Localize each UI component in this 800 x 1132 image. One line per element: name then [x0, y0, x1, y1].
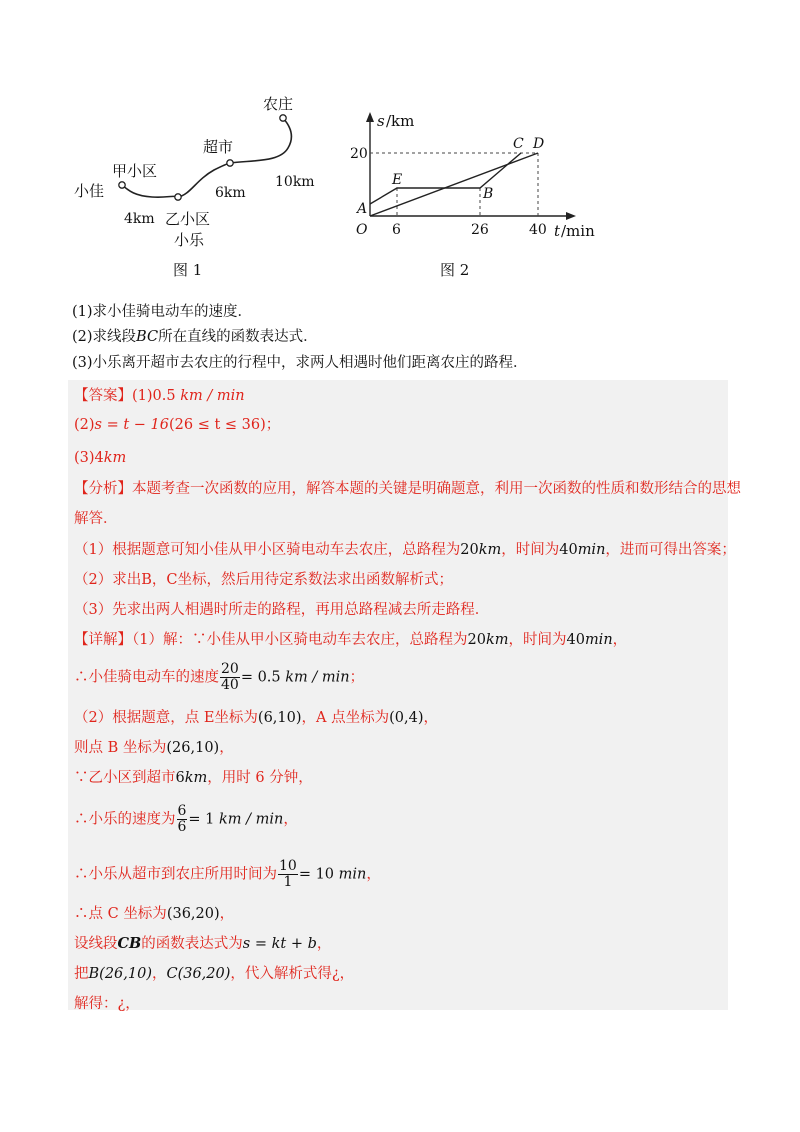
detail-line-1: 【详解】（1）解：∵小佳从甲小区骑电动车去农庄，总路程为20km，时间为40min，	[74, 632, 628, 648]
fraction-6-6: $\frac{6}{6}$	[177, 803, 187, 835]
label-chaoshi: 超市	[203, 138, 234, 156]
question-3: (3)小乐离开超市去农庄的行程中，求两人相遇时他们距离农庄的路程．	[72, 355, 528, 371]
question-2: (2)求线段BC所在直线的函数表达式．	[72, 329, 318, 345]
analysis-line-1b: 解答．	[74, 511, 118, 527]
jiaxiaoqu-point	[119, 182, 125, 188]
tick-y-20: 20	[350, 146, 368, 162]
detail-line-7: ∴小乐从超市到农庄所用时间为 $\frac{10}{1}$ = 10 min，	[74, 858, 381, 890]
detail-line-5: ∵乙小区到超市6km，用时 6 分钟，	[74, 770, 313, 786]
label-origin: O	[356, 222, 368, 238]
detail-line-9: 设线段CB的函数表达式为s = kt + b，	[74, 935, 332, 952]
label-xiaojia: 小佳	[74, 182, 105, 200]
answer-line-2: (2)s = t − 16(26 ≤ t ≤ 36)；	[74, 417, 281, 433]
label-nongzhuang: 农庄	[263, 95, 294, 113]
detail-line-3: （2）根据题意，点 E坐标为(6,10)，A 点坐标为(0,4)，	[74, 710, 438, 726]
s-axis-var: s	[377, 112, 385, 130]
label-point-a: A	[357, 201, 368, 217]
analysis-line-3: （2）求出B，C坐标，然后用待定系数法求出函数解析式；	[74, 572, 453, 588]
question-1: (1)求小佳骑电动车的速度．	[72, 304, 253, 320]
figure-1-route-map	[74, 95, 315, 279]
label-point-e: E	[392, 172, 403, 188]
answer-tag: 【答案】	[74, 388, 132, 404]
detail-line-8: ∴点 C 坐标为(36,20)，	[74, 906, 235, 922]
figure-2-graph	[350, 112, 595, 279]
figure-1-caption: 图 1	[173, 261, 203, 279]
tick-x-26: 26	[471, 222, 489, 238]
yixiaoqu-point	[175, 194, 181, 200]
analysis-line-4: （3）先求出两人相遇时所走的路程，再用总路程减去所走路程．	[74, 602, 490, 618]
detail-line-2: ∴小佳骑电动车的速度 $\frac{20}{40}$ = 0.5 km / min；	[74, 661, 365, 693]
detail-line-6: ∴小乐的速度为 $\frac{6}{6}$ = 1 km / min，	[74, 803, 298, 835]
label-point-c: C	[513, 136, 524, 152]
detail-line-4: 则点 B 坐标为(26,10)，	[74, 740, 234, 756]
chaoshi-point	[227, 160, 233, 166]
detail-tag: 【详解】	[74, 632, 132, 648]
answer-line-3: (3)4km	[74, 450, 127, 466]
label-point-d: D	[533, 136, 545, 152]
label-yixiaoqu: 乙小区	[165, 210, 211, 228]
figures	[0, 0, 800, 300]
t-axis-var: t	[554, 222, 561, 240]
s-axis-arrow	[366, 112, 374, 122]
tick-x-6: 6	[392, 222, 401, 238]
label-jiaxiaoqu: 甲小区	[112, 162, 158, 180]
nongzhuang-point	[280, 115, 286, 121]
detail-line-10: 把B(26,10)，C(36,20)，代入解析式得¿，	[74, 966, 355, 982]
s-axis-unit: /km	[386, 112, 415, 130]
label-d4: 4km	[124, 211, 155, 227]
tick-x-40: 40	[529, 222, 547, 238]
t-axis-arrow	[566, 212, 576, 220]
answer-line-1: 【答案】(1)0.5 km / min	[74, 388, 245, 404]
route-path	[122, 118, 291, 197]
analysis-line-1: 【分析】本题考查一次函数的应用，解答本题的关键是明确题意，利用一次函数的性质和数形结合的思想	[74, 481, 741, 497]
label-xiaole: 小乐	[174, 231, 205, 249]
fraction-20-40: $\frac{20}{40}$	[221, 661, 239, 693]
detail-line-11: 解得：¿，	[74, 996, 140, 1012]
analysis-line-2: （1）根据题意可知小佳从甲小区骑电动车去农庄，总路程为20km，时间为40min，进而可得出答案；	[74, 542, 736, 558]
t-axis-unit: /min	[561, 222, 595, 240]
label-d10: 10km	[275, 174, 315, 190]
label-point-b: B	[483, 186, 494, 202]
fraction-10-1: $\frac{10}{1}$	[279, 858, 297, 890]
label-d6: 6km	[215, 185, 246, 201]
figure-2-caption: 图 2	[440, 261, 470, 279]
analysis-tag: 【分析】	[74, 481, 132, 497]
